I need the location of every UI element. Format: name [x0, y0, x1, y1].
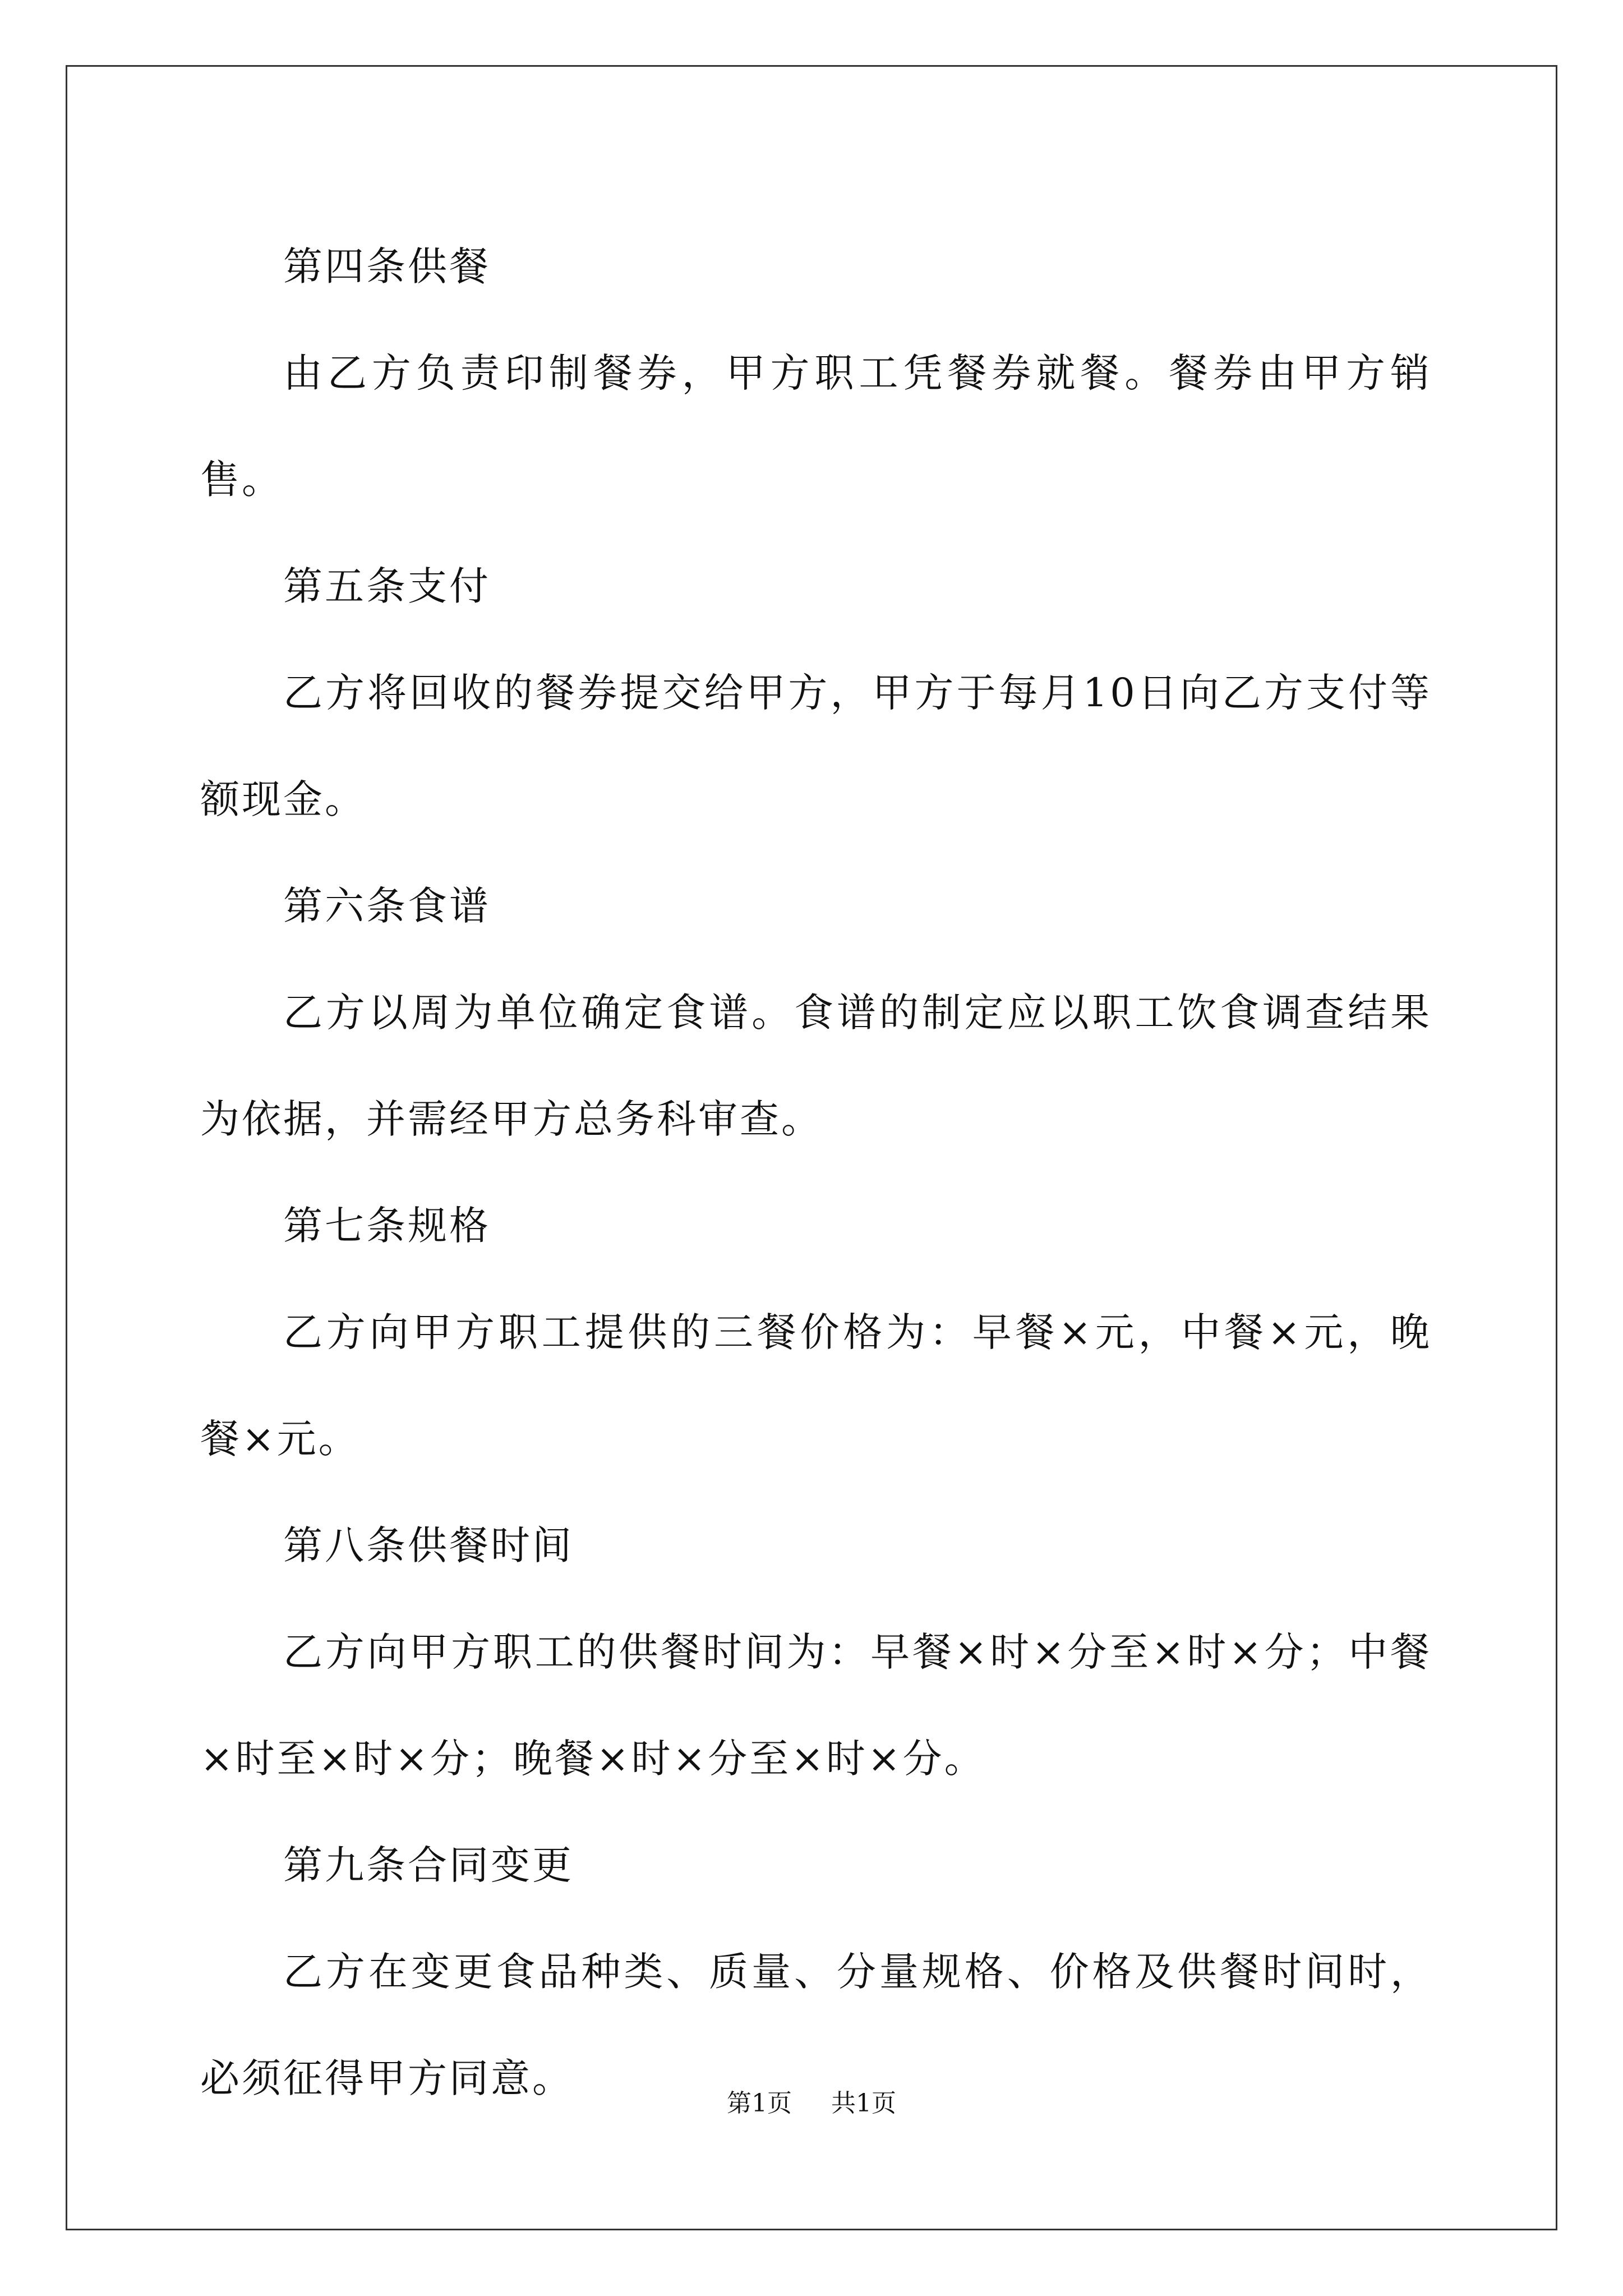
section-heading: 第七条规格	[283, 1203, 491, 1249]
section-heading: 第九条合同变更	[283, 1842, 574, 1888]
document-body	[200, 213, 1432, 2132]
section-heading: 第六条食谱	[283, 883, 491, 929]
page-footer	[0, 2087, 1623, 2120]
page-number-current: 第1页	[727, 2089, 792, 2118]
section-body: 由乙方负责印制餐券，甲方职工凭餐券就餐。餐券由甲方销售。	[200, 350, 1432, 503]
section-body: 乙方向甲方职工的供餐时间为：早餐×时×分至×时×分；中餐×时至×时×分；晚餐×时×分至×时×分。	[200, 1629, 1432, 1782]
page-number-total: 共1页	[831, 2089, 896, 2118]
section-body: 乙方在变更食品种类、质量、分量规格、价格及供餐时间时，必须征得甲方同意。	[200, 1949, 1432, 2101]
section-body: 乙方以周为单位确定食谱。食谱的制定应以职工饮食调查结果为依据，并需经甲方总务科审查。	[200, 990, 1432, 1142]
section-body: 乙方将回收的餐券提交给甲方，甲方于每月10日向乙方支付等额现金。	[200, 670, 1432, 822]
section-heading: 第八条供餐时间	[283, 1522, 574, 1568]
section-body: 乙方向甲方职工提供的三餐价格为：早餐×元，中餐×元，晚餐×元。	[200, 1309, 1432, 1462]
section-heading: 第四条供餐	[283, 243, 491, 289]
section-heading: 第五条支付	[283, 563, 491, 609]
